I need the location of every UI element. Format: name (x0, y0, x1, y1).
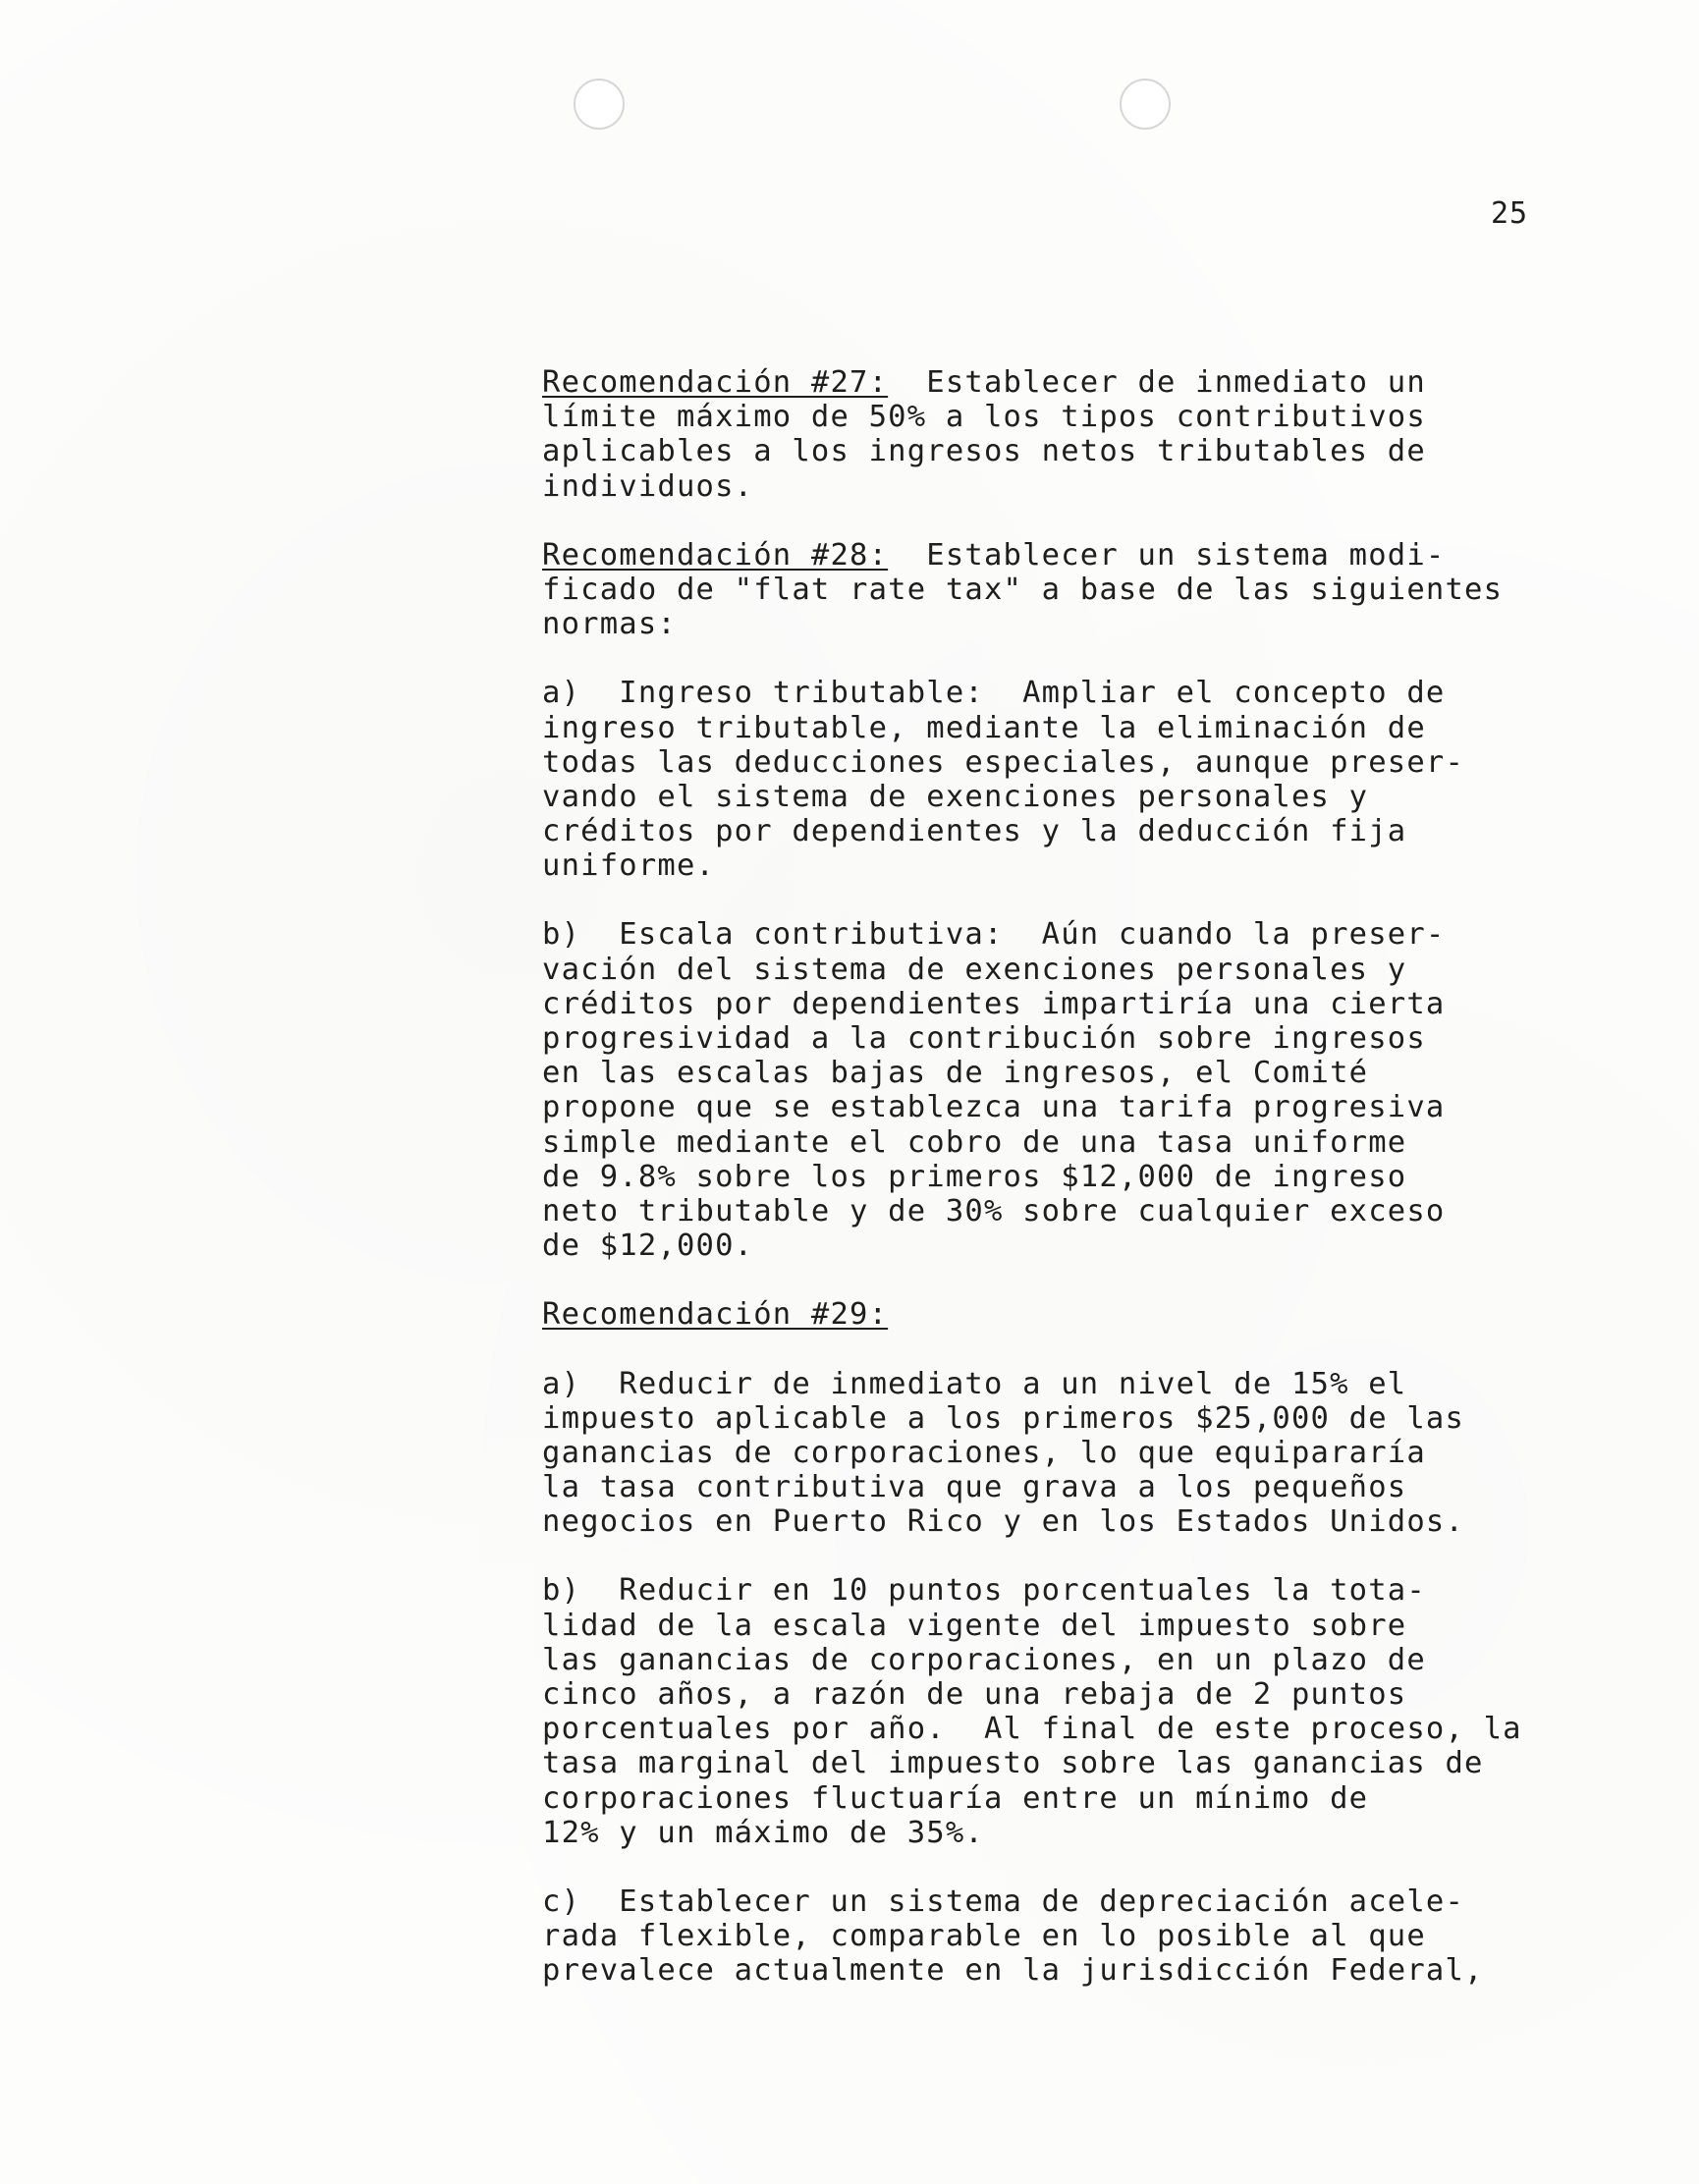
text-line: ficado de "flat rate tax" a base de las siguientes (542, 572, 1504, 607)
text-line (542, 365, 1465, 400)
text-line: propone que se establezca una tarifa progresiva (542, 1090, 1446, 1125)
text-line: todas las deducciones especiales, aunque preser- (542, 744, 1465, 780)
text-line: ganancias de corporaciones, lo que equipararía (542, 1435, 1426, 1470)
recommendation-label: Recomendación #29: (542, 1297, 889, 1333)
text-line: la tasa contributiva que grava a los pequeños (542, 1470, 1407, 1505)
text-line: en las escalas bajas de ingresos, el Comité (542, 1056, 1369, 1091)
punch-hole-left (574, 79, 625, 130)
text-line: b) Escala contributiva: Aún cuando la preser- (542, 917, 1446, 953)
text-line: aplicables a los ingresos netos tributables de (542, 434, 1426, 469)
text-line: créditos por dependientes impartiría una cierta (542, 986, 1446, 1021)
text-line: porcentuales por año. Al final de este proceso, la (542, 1712, 1522, 1747)
text-line: de 9.8% sobre los primeros $12,000 de ingreso (542, 1159, 1407, 1194)
text-line: tasa marginal del impuesto sobre las ganancias de (542, 1746, 1484, 1781)
text-line: 12% y un máximo de 35%. (542, 1815, 984, 1850)
text-line: individuos. (542, 468, 754, 504)
punch-hole-right (1120, 79, 1171, 130)
text-line: corporaciones fluctuaría entre un mínimo de (542, 1780, 1369, 1816)
text-line: las ganancias de corporaciones, en un plazo de (542, 1642, 1426, 1677)
page-number: 25 (1491, 196, 1529, 231)
text-line: rada flexible, comparable en lo posible al que (542, 1919, 1426, 1954)
text-line: impuesto aplicable a los primeros $25,000 de las (542, 1400, 1465, 1436)
recommendation-28-item-b (542, 917, 1465, 1263)
recommendation-28 (542, 537, 1504, 642)
text-line (542, 1297, 1465, 1332)
text-line (542, 538, 1465, 573)
text-line: cinco años, a razón de una rebaja de 2 puntos (542, 1677, 1407, 1712)
text-line: neto tributable y de 30% sobre cualquier exceso (542, 1193, 1446, 1228)
recommendation-27 (542, 365, 1465, 504)
text-line: vando el sistema de exenciones personales y (542, 779, 1369, 814)
document-body (542, 365, 1522, 1989)
text-segment: Establecer de inmediato un (888, 365, 1426, 400)
text-line: prevalece actualmente en la jurisdicción Federal, (542, 1953, 1484, 1989)
recommendation-28-item-a (542, 676, 1465, 883)
text-line: c) Establecer un sistema de depreciación acele- (542, 1884, 1465, 1919)
text-line: uniforme. (542, 848, 716, 884)
text-line: b) Reducir en 10 puntos porcentuales la tota- (542, 1573, 1426, 1609)
text-line: negocios en Puerto Rico y en los Estados Unidos. (542, 1504, 1465, 1540)
recommendation-label: Recomendación #27: (542, 365, 889, 400)
text-line: a) Ingreso tributable: Ampliar el concepto de (542, 676, 1446, 711)
recommendation-29-item-c (542, 1884, 1484, 1989)
recommendation-29-item-b (542, 1573, 1522, 1850)
text-segment: Establecer un sistema modi- (888, 537, 1446, 573)
text-line: ingreso tributable, mediante la eliminación de (542, 710, 1426, 745)
text-line: de $12,000. (542, 1228, 754, 1264)
text-line: vación del sistema de exenciones personales y (542, 952, 1407, 987)
recommendation-29 (542, 1297, 1465, 1332)
text-line: límite máximo de 50% a los tipos contributivos (542, 400, 1426, 435)
text-line: progresividad a la contribución sobre ingresos (542, 1021, 1426, 1056)
recommendation-29-item-a (542, 1367, 1465, 1540)
text-line: a) Reducir de inmediato a un nivel de 15% el (542, 1366, 1407, 1401)
text-line: normas: (542, 607, 677, 642)
text-line: simple mediante el cobro de una tasa uniforme (542, 1124, 1407, 1160)
text-line: créditos por dependientes y la deducción fija (542, 814, 1407, 849)
recommendation-label: Recomendación #28: (542, 537, 889, 573)
text-line: lidad de la escala vigente del impuesto sobre (542, 1608, 1407, 1643)
